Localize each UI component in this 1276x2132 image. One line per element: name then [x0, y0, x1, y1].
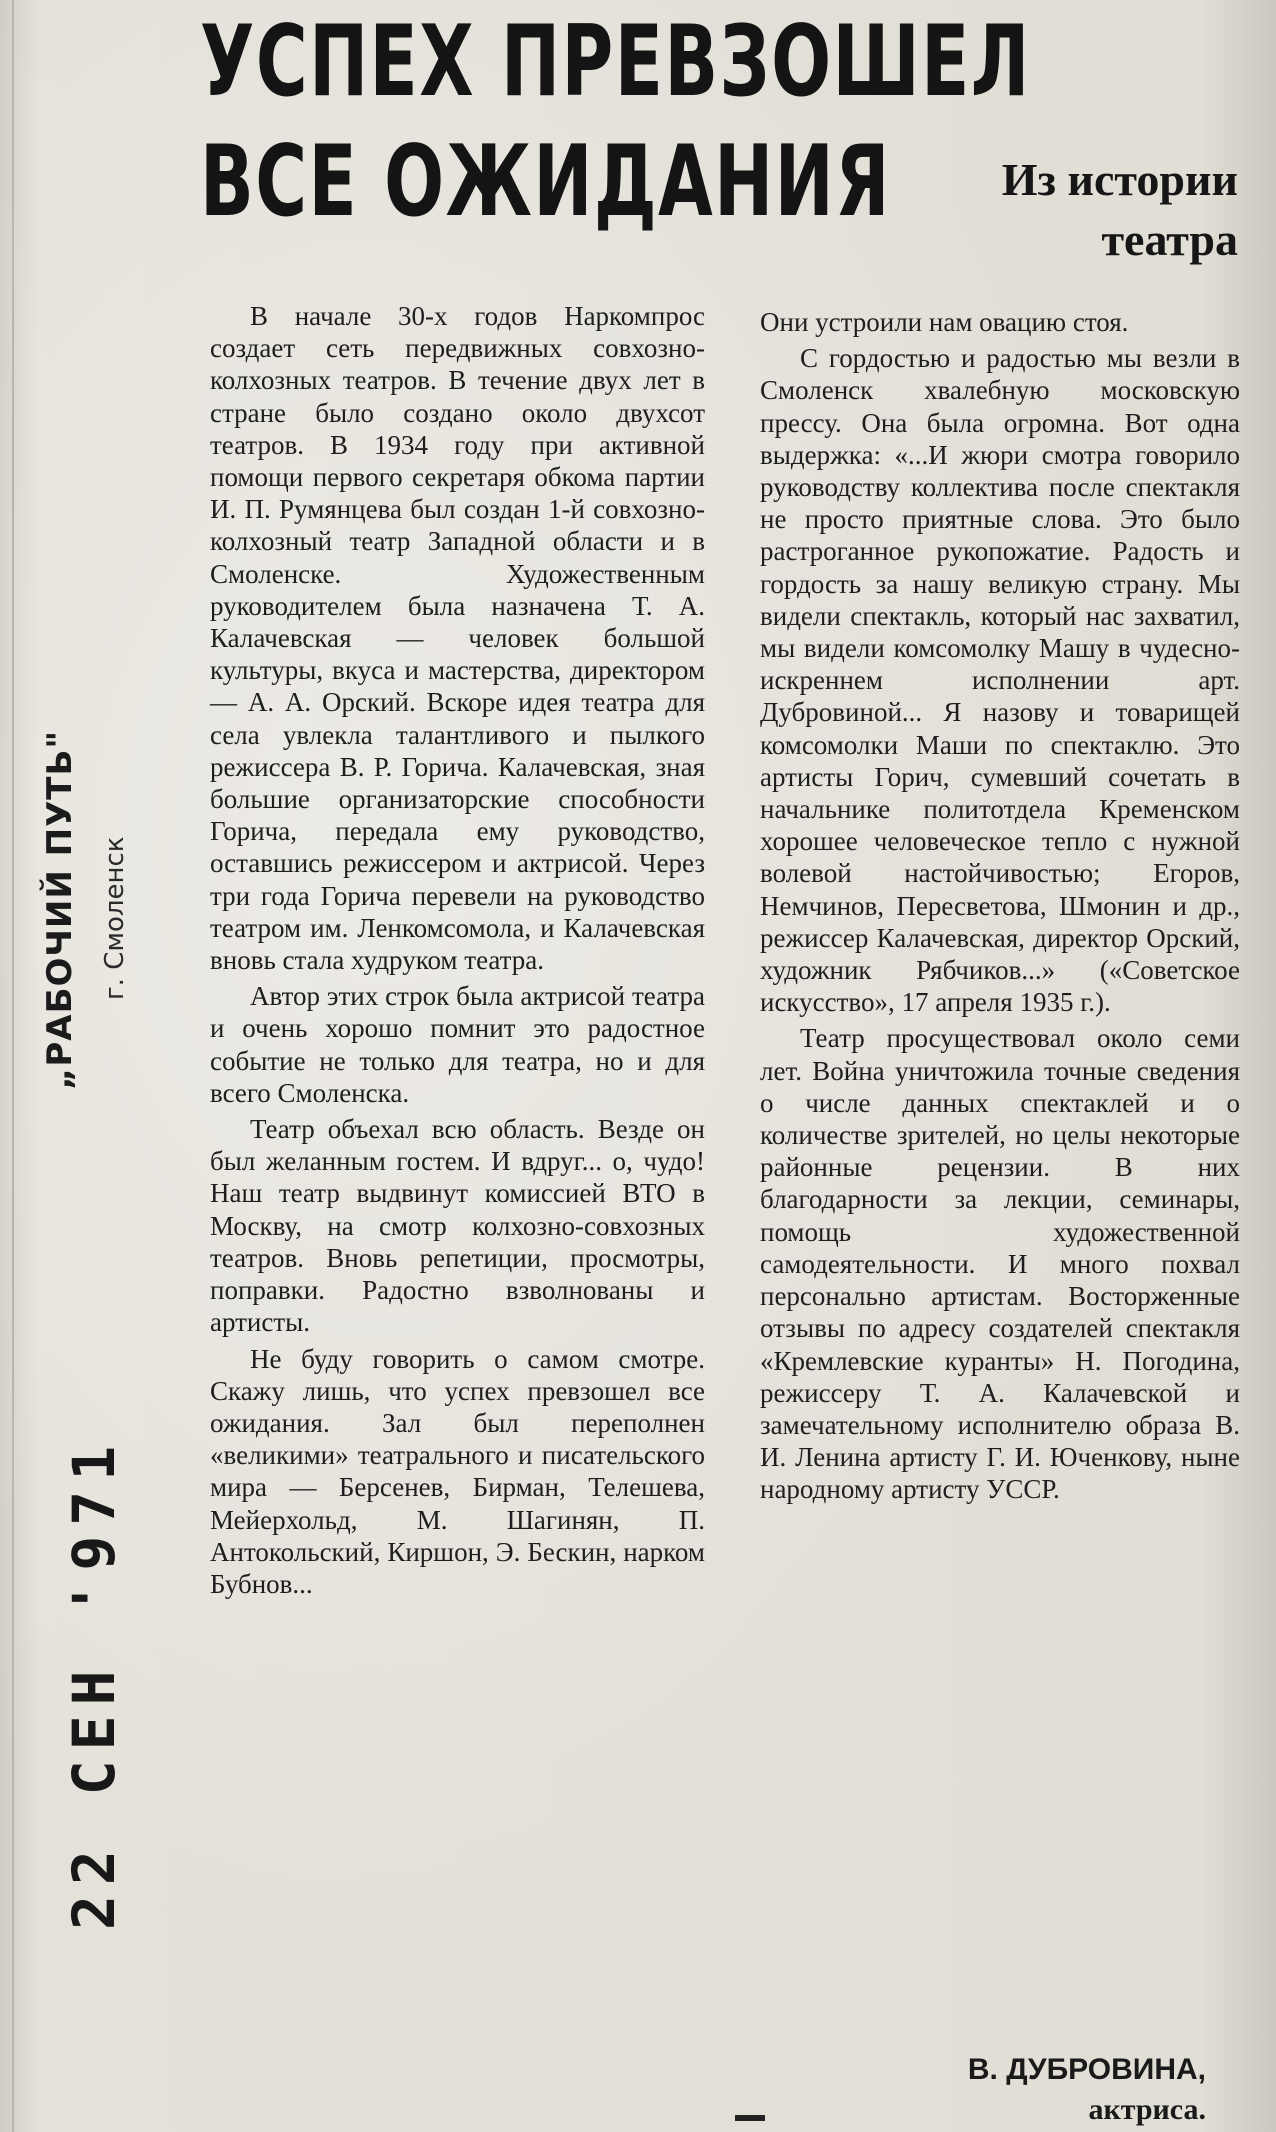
paragraph: Автор этих строк была актрисой театра и очень хорошо помнит это радостное событие не только для театра, но и для всего Смоленска.	[210, 981, 705, 1108]
date-stamp: 22 СЕН '971	[60, 1435, 128, 1930]
paragraph: В начале 30-х годов Наркомпрос создает сеть передвижных совхозно-колхозных театров. В течение двух лет в стране было создано около двухсот театров. В 1934 году при активной помощи первого секретаря обкома партии И. П. Румянцева был создан 1-й совхозно-колхозный театр Западной области и в Смоленске. Художественным руководителем была назначена Т. А. Калачевская — человек большой культуры, вкуса и мастерства, директором — А. А. Орский. Вскоре идея театра для села увлекла талантливого и пылкого режиссера В. Р. Горича. Калачевская, зная большие организаторские способности Горича, передала ему руководство, оставшись режиссером и актрисой. Через три года Горича перевели на руководство театром им. Ленкомсомола, и Калачевская вновь стала худруком театра.	[210, 301, 705, 976]
paragraph: Театр просуществовал около семи лет. Война уничтожила точные сведения о числе данных спектаклей и о количестве зрителей, но целы некоторые районные рецензии. В них благодарности за лекции, семинары, помощь художественной самодеятельности. И много похвал персонально артистам. Восторженные отзывы по адресу создателей спектакля «Кремлевские куранты» Н. Погодина, режиссеру Т. А. Калачевской и замечательному исполнителю образа В. И. Ленина артисту Г. И. Юченкову, ныне народному артисту УССР.	[760, 1023, 1240, 1505]
rubric-kicker	[1002, 150, 1238, 270]
scan-edge	[12, 0, 14, 2132]
headline-line-2: ВСЕ ОЖИДАНИЯ	[200, 125, 891, 239]
paragraph: С гордостью и радостью мы везли в Смоленск хвалебную московскую прессу. Она была огромна. Вот одна выдержка: «...И жюри смотра говорило руководству коллектива после спектакля не просто приятные слова. Это было растроганное рукопожатие. Радость и гордость за нашу великую страну. Мы видели спектакль, который нас захватил, мы видели комсомолку Машу в чудесно-искреннем исполнении арт. Дубровиной... Я назову и товарищей комсомолки Маши по спектаклю. Это артисты Горич, сумевший сочетать в начальнике политотдела Кременском хорошее человеческое тепло с нужной волевой настойчивостью; Егоров, Немчинов, Пересветова, Шмонин и др., режиссер Калачевская, директор Орский, художник Рябчиков...» («Советское искусство», 17 апреля 1935 г.).	[760, 343, 1240, 1018]
article-column-left	[210, 300, 705, 1600]
paragraph: Театр объехал всю область. Везде он был желанным гостем. И вдруг... о, чудо! Наш театр выдвинут комиссией ВТО в Москву, на смотр колхозно-совхозных театров. Вновь репетиции, просмотры, поправки. Радостно взволнованы и артисты.	[210, 1114, 705, 1338]
kicker-line-2: театра	[1101, 214, 1238, 265]
author-name: В. ДУБРОВИНА,	[967, 2053, 1206, 2086]
headline-line-1: УСПЕХ ПРЕВЗОШЕЛ	[200, 5, 1031, 119]
author-role: актриса.	[1088, 2093, 1206, 2126]
article-column-right	[760, 306, 1240, 1506]
paragraph: Не буду говорить о самом смотре. Скажу лишь, что успех превзошел все ожидания. Зал был переполнен «великими» театрального и писательского мира — Берсенев, Бирман, Телешева, Мейерхольд, М. Шагинян, П. Антокольский, Киршон, Э. Бескин, нарком Бубнов...	[210, 1343, 705, 1599]
author-signature	[968, 2050, 1206, 2130]
ink-mark	[735, 2115, 765, 2121]
source-city-stamp: г. Смоленск	[100, 836, 130, 1000]
source-stamp: „РАБОЧИЙ ПУТЬ"	[40, 729, 80, 1090]
kicker-line-1: Из истории	[1001, 154, 1238, 205]
article-headline	[200, 2, 1031, 242]
paragraph: Они устроили нам овацию стоя.	[760, 307, 1129, 337]
